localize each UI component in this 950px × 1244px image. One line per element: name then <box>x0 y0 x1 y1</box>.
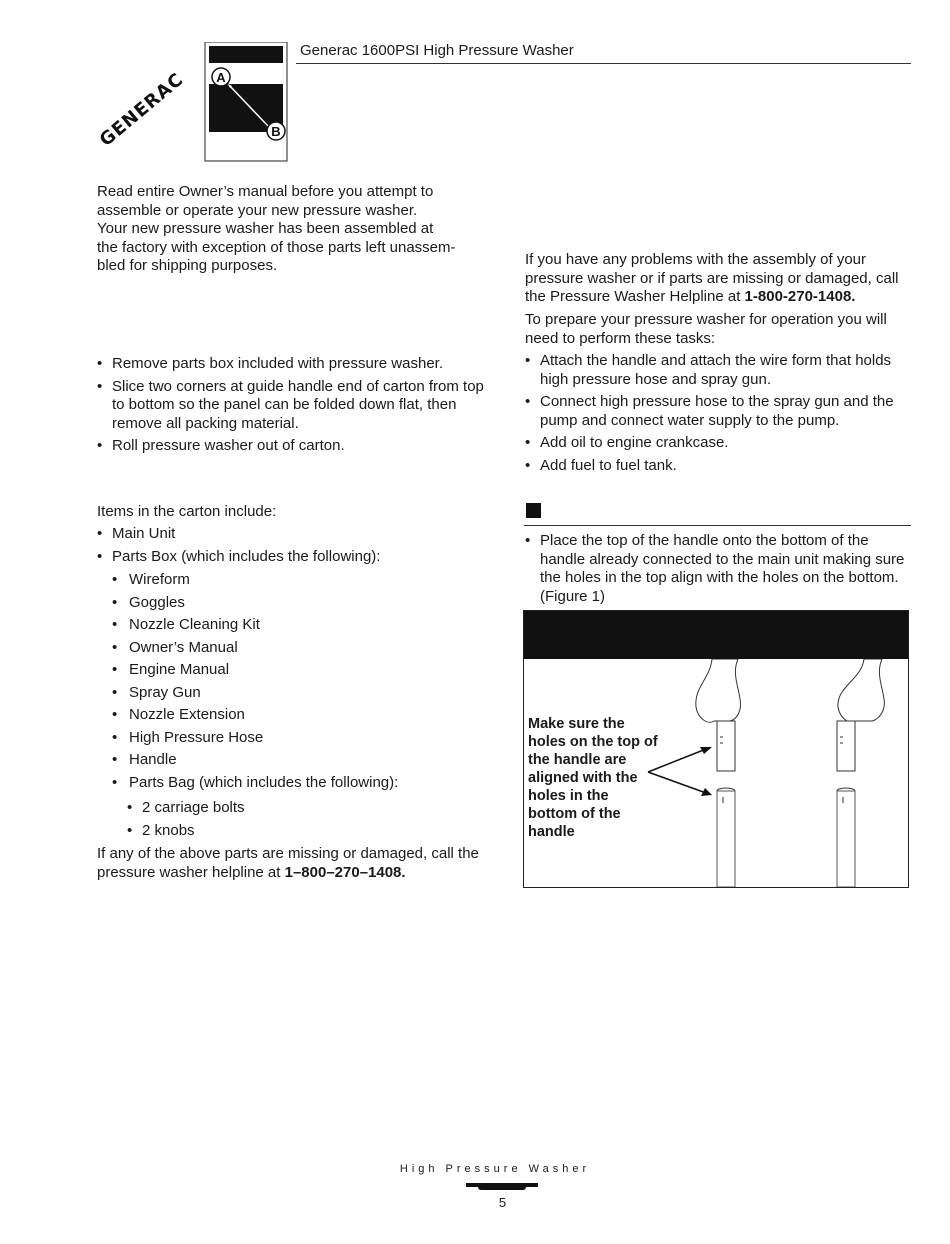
list-item: • Parts Box (which includes the following): <box>97 548 497 567</box>
list-item: • Parts Bag (which includes the following): <box>97 774 497 793</box>
parts-box-list <box>97 571 497 796</box>
unpack-list <box>97 355 492 460</box>
carton-intro: Items in the carton include: <box>97 503 277 520</box>
missing-parts-note: If any of the above parts are missing or damaged, call the pressure washer helpline at 1–800–270–1408. <box>97 845 479 881</box>
list-item: • Goggles <box>97 594 497 613</box>
list-item: • Place the top of the handle onto the bottom of the handle already connected to the main unit making sure the holes in the top align with the holes on the bottom. (Figure 1) <box>525 532 910 606</box>
list-item: • Remove parts box included with pressure washer. <box>97 355 492 374</box>
list-item: • Add fuel to fuel tank. <box>525 457 910 476</box>
list-item: • Main Unit <box>97 525 497 544</box>
list-item: • 2 knobs <box>127 822 427 841</box>
list-item: • Add oil to engine crankcase. <box>525 434 910 453</box>
list-item: • Nozzle Cleaning Kit <box>97 616 497 635</box>
svg-text:A: A <box>216 70 226 85</box>
prepare-intro: To prepare your pressure washer for operation you will need to perform these tasks: <box>525 311 887 347</box>
figure-caption: Make sure the holes on the top of the handle are aligned with the holes in the bottom of the handle <box>528 716 658 840</box>
helpline-phone: 1–800–270–1408. <box>284 863 406 881</box>
handle-illustration <box>524 659 908 887</box>
list-item: • Spray Gun <box>97 684 497 703</box>
header-rule <box>296 63 911 64</box>
carton-list <box>97 525 497 570</box>
list-item: • Slice two corners at guide handle end of carton from top to bottom so the panel can be folded down flat, then remove all packing material. <box>97 378 492 434</box>
step-marker-icon <box>526 503 541 518</box>
list-item: • Engine Manual <box>97 661 497 680</box>
list-item: • Nozzle Extension <box>97 706 497 725</box>
section-rule <box>524 525 911 526</box>
list-item: • Connect high pressure hose to the spray gun and the pump and connect water supply to the pump. <box>525 393 910 430</box>
list-item: • Owner’s Manual <box>97 639 497 658</box>
list-item: • 2 carriage bolts <box>127 799 427 818</box>
helpline-paragraph: If you have any problems with the assembly of your pressure washer or if parts are missing or damaged, call the Pressure Washer Helpline at 1-800-270-1408. <box>525 251 899 305</box>
header-title: Generac 1600PSI High Pressure Washer <box>300 42 574 59</box>
footer-bar-tab <box>478 1187 526 1190</box>
intro-paragraph: Read entire Owner’s manual before you attempt to assemble or operate your new pressure washer. Your new pressure washer has been assembled at the factory with exception of those parts left unassem- bled for shipping purposes. <box>97 183 456 274</box>
generac-logo <box>100 42 290 169</box>
list-item: • Roll pressure washer out of carton. <box>97 437 492 456</box>
figure-header-bar <box>524 611 908 659</box>
footer-title: High Pressure Washer <box>399 1163 591 1175</box>
step-list <box>525 532 910 610</box>
page-number: 5 <box>498 1195 507 1210</box>
list-item: • Handle <box>97 751 497 770</box>
helpline-phone: 1-800-270-1408. <box>744 288 856 305</box>
list-item: • Attach the handle and attach the wire form that holds high pressure hose and spray gun. <box>525 352 910 389</box>
parts-bag-list <box>127 799 427 844</box>
task-list <box>525 352 910 479</box>
list-item: • Wireform <box>97 571 497 590</box>
svg-text:B: B <box>271 124 281 139</box>
figure-1 <box>523 610 909 888</box>
logo-text: GENERAC <box>100 68 188 151</box>
list-item: • High Pressure Hose <box>97 729 497 748</box>
